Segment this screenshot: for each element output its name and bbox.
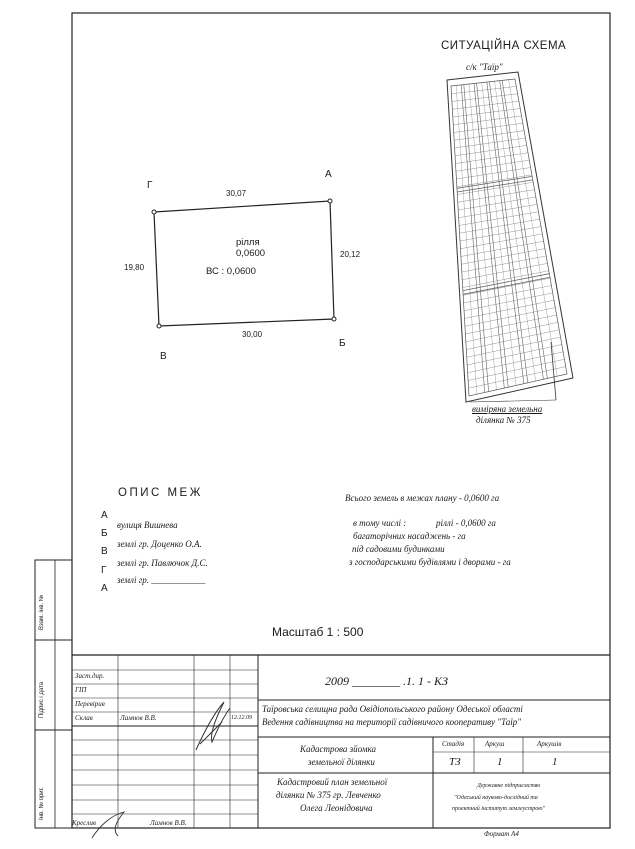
measured-note-line1: виміряна земельна	[472, 404, 543, 414]
boundary-letter-1: А	[101, 510, 108, 521]
side-bottom: 30,00	[242, 330, 263, 339]
plot-area: 0,0600	[236, 248, 266, 259]
corner-a: А	[325, 169, 332, 180]
sheet-header: Аркуш	[485, 740, 505, 748]
total-under-houses: під садовими будинками	[352, 544, 445, 554]
side-top: 30,07	[226, 189, 247, 198]
total-perennial: багаторічних насаджень - га	[353, 531, 466, 541]
side-left: 19,80	[124, 263, 145, 272]
plan-title-line1: Кадастровий план земельної	[277, 777, 388, 787]
boundary-letter-4: Г	[101, 565, 107, 576]
situational-scheme-map	[447, 72, 573, 402]
work-title-line2: земельної ділянки	[308, 757, 375, 767]
boundary-letter-2: Б	[101, 528, 108, 539]
sheets-header: Аркушів	[537, 740, 562, 748]
side-right: 20,12	[340, 250, 361, 259]
company-line2: "Одеський науково-дослідний та	[454, 795, 538, 801]
org-title-line1: Таїровська селищна рада Овідіопольського району Одеської області	[262, 704, 523, 714]
boundary-letter-3: В	[101, 546, 108, 557]
project-code: 2009 ________ .1. 1 - КЗ	[325, 674, 448, 688]
stamp-role-4: Склав	[75, 714, 93, 722]
format-label: Формат А4	[484, 830, 519, 838]
boundary-item-1: вулиця Вишнева	[117, 520, 178, 530]
measured-note-line2: ділянка № 375	[476, 415, 531, 425]
stamp-date-4: 12.12.09	[231, 715, 252, 721]
boundary-item-3: землі гр. Павлючок Д.С.	[117, 558, 208, 568]
boundary-letter-5: А	[101, 583, 108, 594]
company-line1: Державне підприємство	[477, 783, 541, 789]
bc-label: ВС : 0,0600	[206, 266, 256, 277]
total-including: в тому числі :	[353, 518, 407, 528]
corner-v: В	[160, 351, 167, 362]
scale-label: Масштаб 1 : 500	[272, 625, 364, 639]
corner-g: Г	[147, 180, 153, 191]
scheme-title: СИТУАЦІЙНА СХЕМА	[441, 40, 567, 52]
signature-drafter	[92, 812, 124, 838]
corner-b: Б	[339, 338, 346, 349]
plot-polygon	[154, 201, 334, 326]
stamp-role-2: ГІП	[75, 686, 87, 694]
sheets-value: 1	[552, 756, 558, 768]
stamp-role-3: Перевірив	[75, 700, 105, 708]
stage-header: Стадія	[442, 740, 465, 748]
stage-value: ТЗ	[449, 756, 461, 768]
org-title-line2: Ведення садівництва на території садівничого кооперативу "Таїр"	[262, 717, 522, 727]
stamp-role-1: Заст.дир.	[75, 672, 105, 680]
company-line3: проектний інститут землеустрою"	[452, 806, 546, 812]
total-land: Всього земель в межах плану - 0,0600 га	[345, 493, 500, 503]
sheet-value: 1	[497, 756, 503, 768]
replace-inv-label: Взам. інв. №	[39, 594, 45, 630]
sign-date-label: Підпис і дата	[39, 681, 45, 718]
stamp-name-4: Ламнов В.В.	[120, 714, 157, 722]
work-title-line1: Кадастрова зйомка	[300, 744, 377, 754]
total-with-buildings: з господарськими будівлями і дворами - га	[349, 557, 511, 567]
drafter-name: Ламнов В.В.	[150, 819, 187, 827]
drafter-label: Креслив	[72, 819, 96, 827]
plan-title-line2: ділянки № 375 гр. Левченко	[276, 790, 381, 800]
coop-label: с/к "Таїр"	[466, 62, 503, 72]
land-type: рілля	[236, 237, 260, 248]
boundaries-title: ОПИС МЕЖ	[118, 487, 203, 499]
boundary-item-2: землі гр. Доценко О.А.	[117, 539, 202, 549]
plan-title-line3: Олега Леонідовича	[300, 803, 373, 813]
inv-orig-label: Інв. № ориг.	[39, 787, 45, 820]
boundary-item-4: землі гр. ____________	[117, 575, 206, 585]
total-arable: ріллі - 0,0600 га	[436, 518, 496, 528]
